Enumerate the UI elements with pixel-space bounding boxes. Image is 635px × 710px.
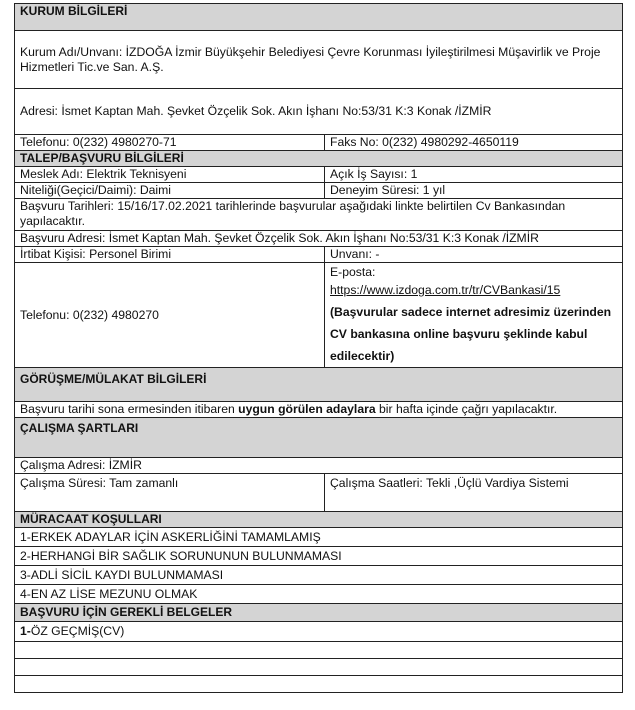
eposta-cell [325, 263, 623, 368]
deneyim-suresi: Deneyim Süresi: 1 yıl [325, 183, 623, 199]
muracaat-kosul-3: 3-ADLİ SİCİL KAYDI BULUNMAMASI [15, 566, 623, 585]
empty-row-2 [15, 659, 623, 676]
belge-1-text: ÖZ GEÇMİŞ(CV) [30, 624, 125, 638]
gorusme-bilgisi [15, 402, 623, 418]
job-posting-table [14, 3, 623, 693]
empty-row-3 [15, 676, 623, 693]
muracaat-kosul-4: 4-EN AZ LİSE MEZUNU OLMAK [15, 585, 623, 604]
cv-bankasi-link[interactable]: https://www.izdoga.com.tr/tr/CVBankasi/15 [330, 283, 561, 297]
job-posting-document [14, 3, 622, 693]
kurum-adi: Kurum Adı/Unvanı: İZDOĞA İzmir Büyükşehir Belediyesi Çevre Korunması İyileştirilmesi Müşavirlik ve Proje Hizmetleri Tic.ve San. A.Ş. [15, 31, 623, 89]
iletisim-telefon: Telefonu: 0(232) 4980270 [15, 263, 325, 368]
belge-1 [15, 622, 623, 642]
acik-is-sayisi: Açık İş Sayısı: 1 [325, 167, 623, 183]
section-header-belgeler: BAŞVURU İÇİN GEREKLİ BELGELER [15, 604, 623, 622]
unvani: Unvanı: - [325, 247, 623, 263]
gorusme-text-1: Başvuru tarihi sona ermesinden itibaren [20, 402, 239, 416]
section-header-gorusme: GÖRÜŞME/MÜLAKAT BİLGİLERİ [15, 368, 623, 402]
empty-row-1 [15, 642, 623, 659]
kurum-adres: Adresi: İsmet Kaptan Mah. Şevket Özçelik Sok. Akın İşhanı No:53/31 K:3 Konak /İZMİR [15, 89, 623, 135]
gorusme-text-2: bir hafta içinde çağrı yapılacaktır. [375, 402, 558, 416]
section-header-muracaat: MÜRACAAT KOŞULLARI [15, 512, 623, 528]
niteligi: Niteliği(Geçici/Daimi): Daimi [15, 183, 325, 199]
basvuru-notu: (Başvurular sadece internet adresimiz üzerinden CV bankasına online başvuru şeklinde kabul edilecektir) [330, 305, 612, 363]
eposta-label: E-posta: [330, 265, 376, 279]
meslek-adi: Meslek Adı: Elektrik Teknisyeni [15, 167, 325, 183]
belge-1-number: 1- [20, 624, 31, 638]
irtibat-kisisi: İrtibat Kişisi: Personel Birimi [15, 247, 325, 263]
basvuru-adresi: Başvuru Adresi: İsmet Kaptan Mah. Şevket Özçelik Sok. Akın İşhanı No:53/31 K:3 Konak /İZMİR [15, 231, 623, 247]
calisma-adresi: Çalışma Adresi: İZMİR [15, 458, 623, 474]
section-header-calisma: ÇALIŞMA ŞARTLARI [15, 418, 623, 458]
calisma-saatleri: Çalışma Saatleri: Tekli ,Üçlü Vardiya Sistemi [325, 474, 623, 512]
kurum-telefon: Telefonu: 0(232) 4980270-71 [15, 135, 325, 151]
muracaat-kosul-2: 2-HERHANGİ BİR SAĞLIK SORUNUNUN BULUNMAMASI [15, 547, 623, 566]
basvuru-tarihleri: Başvuru Tarihleri: 15/16/17.02.2021 tarihlerinde başvurular aşağıdaki linkte belirtilen Cv Bankasından yapılacaktır. [15, 199, 623, 231]
calisma-suresi: Çalışma Süresi: Tam zamanlı [15, 474, 325, 512]
muracaat-kosul-1: 1-ERKEK ADAYLAR İÇİN ASKERLİĞİNİ TAMAMLAMIŞ [15, 528, 623, 547]
gorusme-text-bold: uygun görülen adaylara [238, 402, 376, 416]
section-header-talep: TALEP/BAŞVURU BİLGİLERİ [15, 151, 623, 167]
section-header-kurum: KURUM BİLGİLERİ [15, 4, 623, 31]
kurum-faks: Faks No: 0(232) 4980292-4650119 [325, 135, 623, 151]
